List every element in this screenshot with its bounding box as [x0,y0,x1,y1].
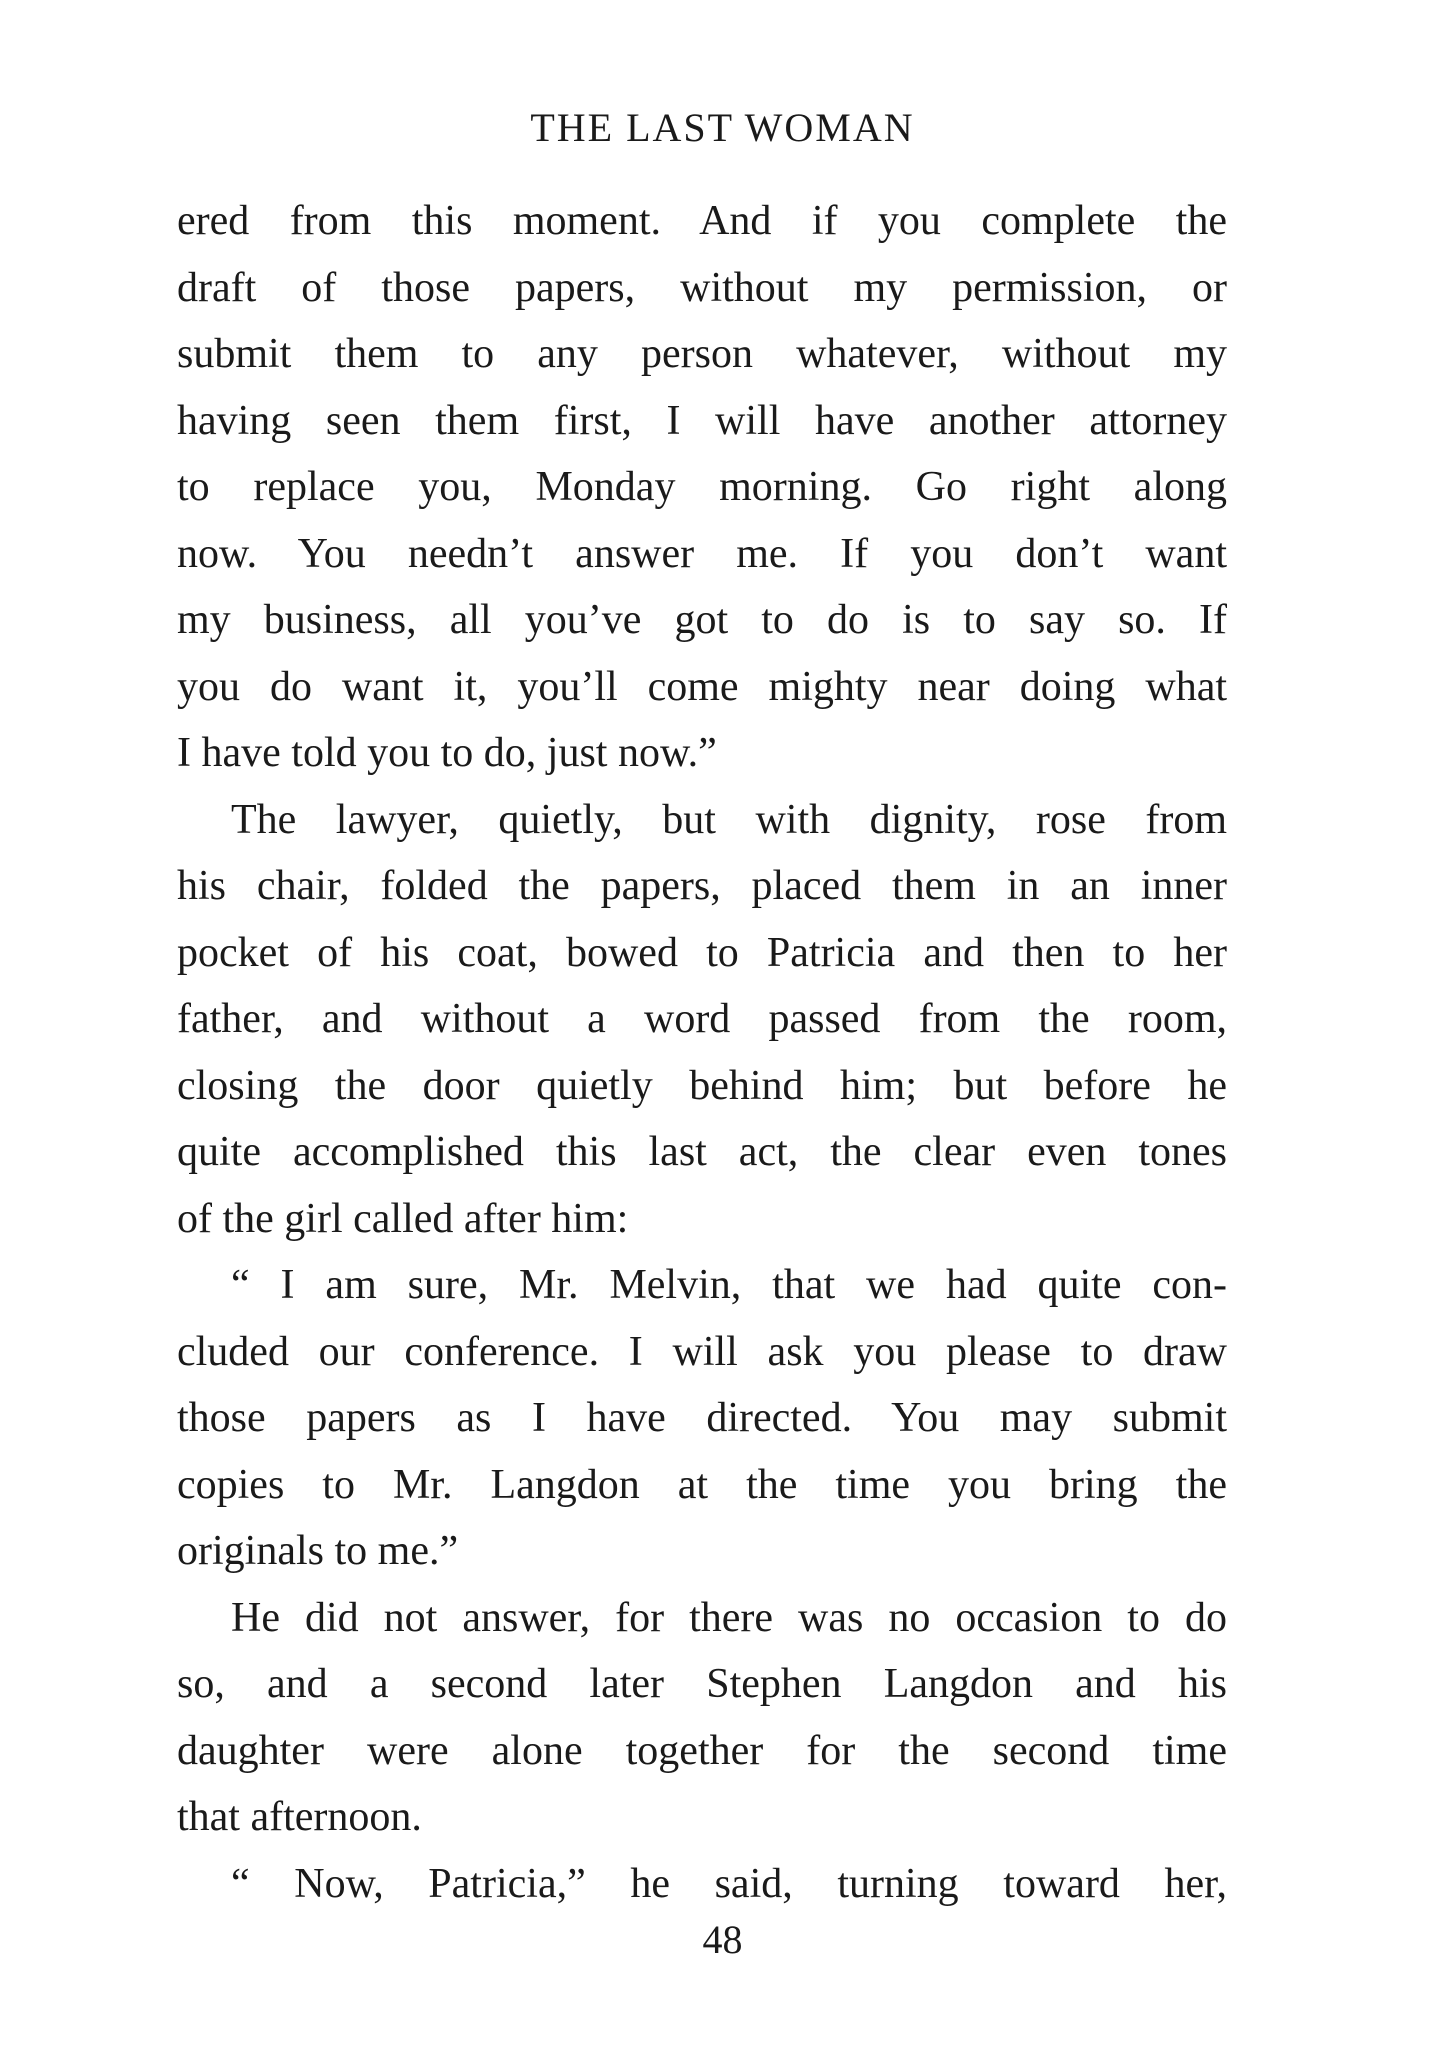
running-head-title: THE LAST WOMAN [530,105,915,150]
text-line: cluded our conference. I will ask you please to draw [177,1328,1227,1375]
text-line: originals to me.” [177,1528,459,1574]
paragraph-first-line: “ Now, Patricia,” he said, turning toward her, [231,1860,1227,1907]
text-line: submit them to any person whatever, without my [177,331,1227,377]
text-line: that afternoon. [177,1794,422,1840]
text-line: so, and a second later Stephen Langdon and his [177,1661,1227,1707]
text-line: his chair, folded the papers, placed them in an inner [177,863,1227,909]
text-line: father, and without a word passed from the room, [177,996,1227,1042]
paragraph-first-line: The lawyer, quietly, but with dignity, rose from [231,796,1227,843]
text-line: copies to Mr. Langdon at the time you bring the [177,1461,1227,1508]
text-line: quite accomplished this last act, the clear even tones [177,1129,1227,1175]
text-line: those papers as I have directed. You may submit [177,1395,1227,1441]
page-number: 48 [702,1917,743,1962]
text-line: to replace you, Monday morning. Go right along [177,464,1227,510]
text-line: pocket of his coat, bowed to Patricia and then to her [177,929,1227,976]
text-line: my business, all you’ve got to do is to say so. If [177,597,1227,643]
text-line: now. You needn’t answer me. If you don’t want [177,530,1227,577]
text-line: draft of those papers, without my permission, or [177,264,1227,311]
body-text [177,188,1227,1917]
text-line: I have told you to do, just now.” [177,730,717,776]
text-line: you do want it, you’ll come mighty near doing what [177,663,1227,710]
paragraph-first-line: He did not answer, for there was no occasion to do [231,1594,1227,1641]
text-line: daughter were alone together for the second time [177,1727,1227,1774]
paragraph-first-line: “ I am sure, Mr. Melvin, that we had quite con- [231,1262,1227,1308]
text-line: of the girl called after him: [177,1195,629,1242]
text-line: having seen them first, I will have another attorney [177,397,1227,444]
text-line: ered from this moment. And if you complete the [177,198,1227,244]
text-line: closing the door quietly behind him; but before he [177,1062,1227,1109]
